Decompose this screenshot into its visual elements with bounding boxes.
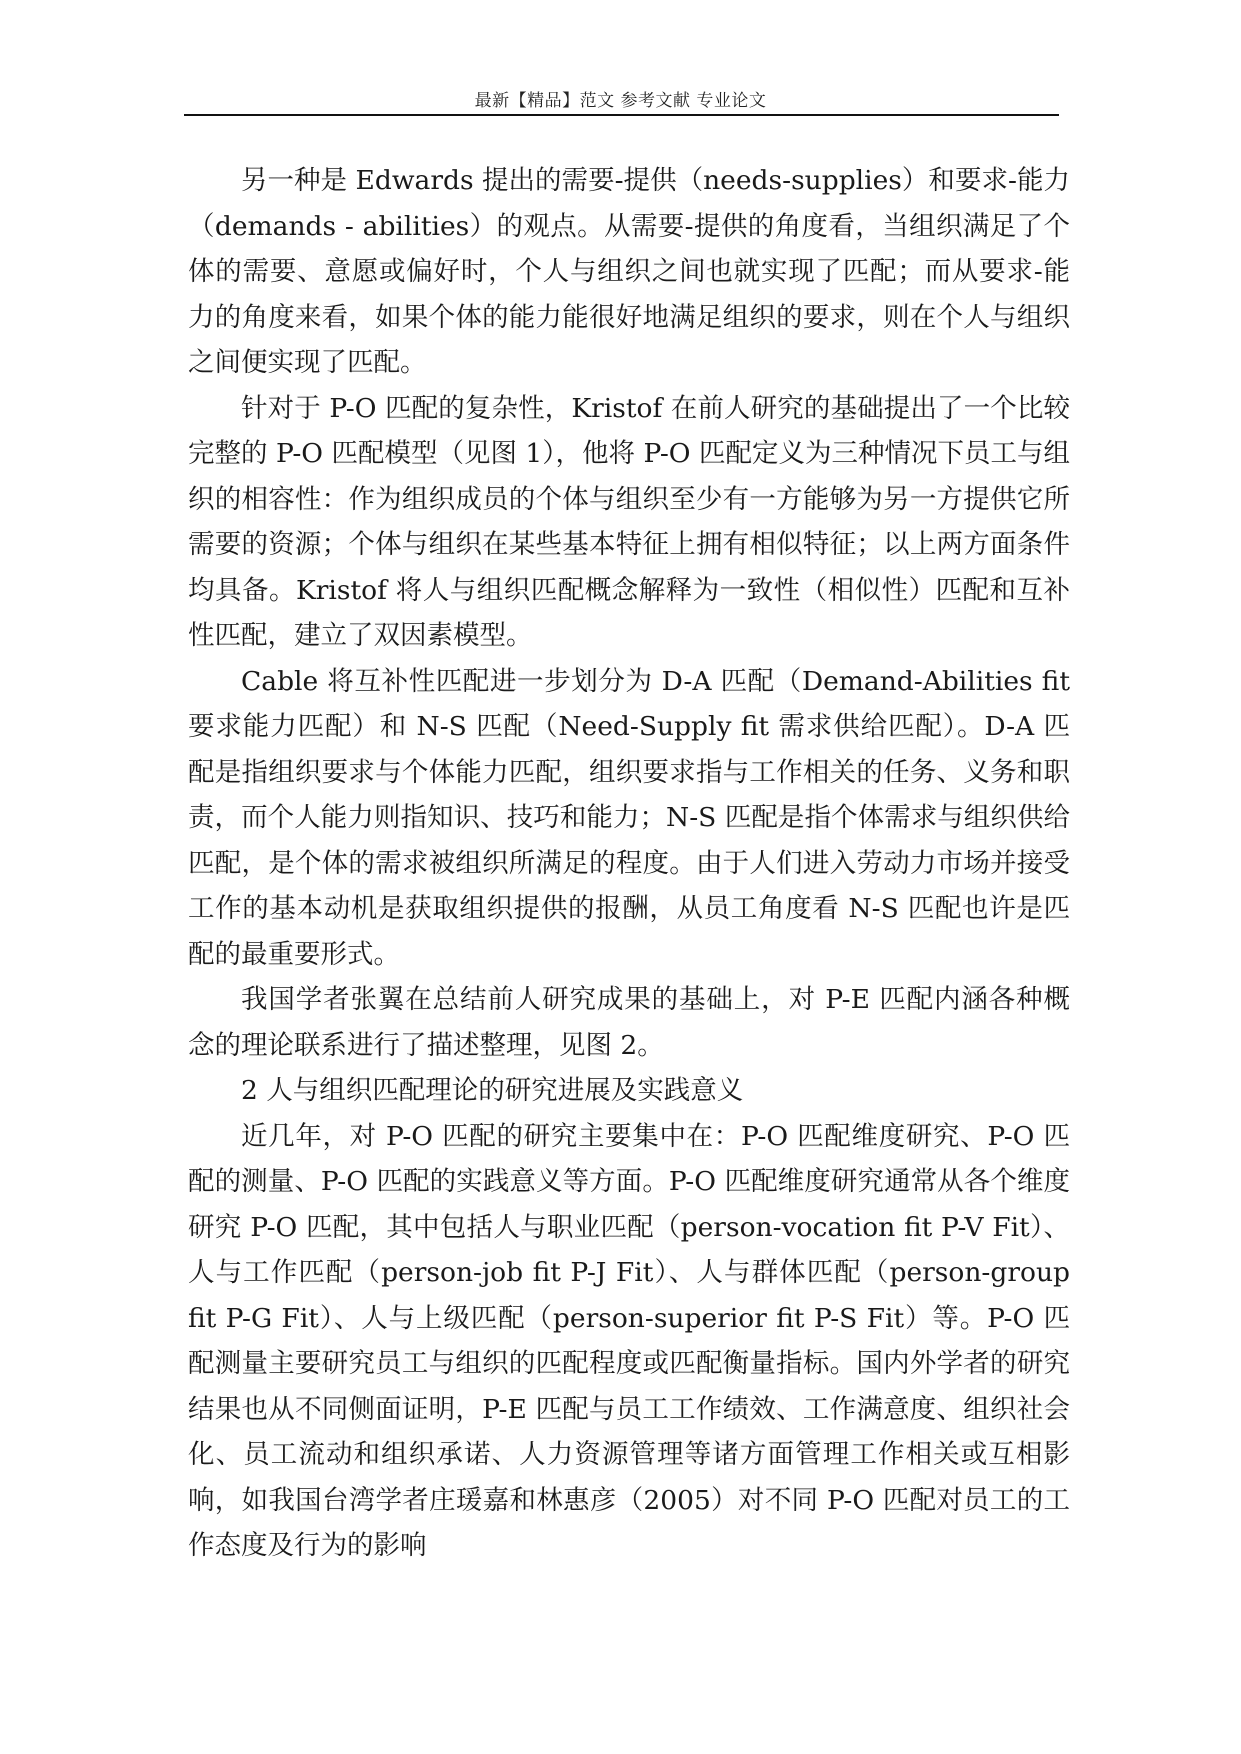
paragraph-edwards: 另一种是 Edwards 提出的需要-提供（needs-supplies）和要求-能力（demands - abilities）的观点。从需要-提供的角度看，当组织满足了个体的需要、意愿或偏好时，个人与组织之间也就实现了匹配；而从要求-能力的角度来看，如果个体的能力能很好地满足组织的要求，则在个人与组织之间便实现了匹配。: [188, 165, 1070, 378]
paragraph-research-progress: 近几年，对 P-O 匹配的研究主要集中在：P-O 匹配维度研究、P-O 匹配的测量、P-O 匹配的实践意义等方面。P-O 匹配维度研究通常从各个维度研究 P-O 匹配，其中包括人与职业匹配（person-vocation fit P-V Fit）、人与工作匹配（person-job fit P-J Fit）、人与群体匹配（person-group fit P-G Fit）、人与上级匹配（person-superior fit P-S Fit）等。P-O 匹配测量主要研究员工与组织的匹配程度或匹配衡量指标。国内外学者的研究结果也从不同侧面证明，P-E 匹配与员工工作绩效、工作满意度、组织社会化、员工流动和组织承诺、人力资源管理等诸方面管理工作相关或互相影响，如我国台湾学者庄瑗嘉和林惠彦（2005）对不同 P-O 匹配对员工的工作态度及行为的影响: [188, 1120, 1070, 1561]
section-heading: 2 人与组织匹配理论的研究进展及实践意义: [241, 1075, 744, 1106]
page-header: 最新【精品】范文 参考文献 专业论文: [474, 91, 767, 111]
document-body: [188, 158, 1070, 1569]
paragraph-kristof: 针对于 P-O 匹配的复杂性，Kristof 在前人研究的基础提出了一个比较完整的 P-O 匹配模型（见图 1），他将 P-O 匹配定义为三种情况下员工与组织的相容性：作为组织成员的个体与组织至少有一方能够为另一方提供它所需要的资源；个体与组织在某些基本特征上拥有相似特征；以上两方面条件均具备。Kristof 将人与组织匹配概念解释为一致性（相似性）匹配和互补性匹配，建立了双因素模型。: [188, 392, 1070, 651]
paragraph-zhang-yi: 我国学者张翼在总结前人研究成果的基础上，对 P-E 匹配内涵各种概念的理论联系进行了描述整理，见图 2。: [188, 984, 1070, 1061]
header-divider: [184, 114, 1059, 116]
paragraph-cable: Cable 将互补性匹配进一步划分为 D-A 匹配（Demand-Abilities fit 要求能力匹配）和 N-S 匹配（Need-Supply fit 需求供给匹配）。D-A 匹配是指组织要求与个体能力匹配，组织要求指与工作相关的任务、义务和职责，而个人能力则指知识、技巧和能力；N-S 匹配是指个体需求与组织供给匹配，是个体的需求被组织所满足的程度。由于人们进入劳动力市场并接受工作的基本动机是获取组织提供的报酬，从员工角度看 N-S 匹配也许是匹配的最重要形式。: [188, 665, 1070, 970]
